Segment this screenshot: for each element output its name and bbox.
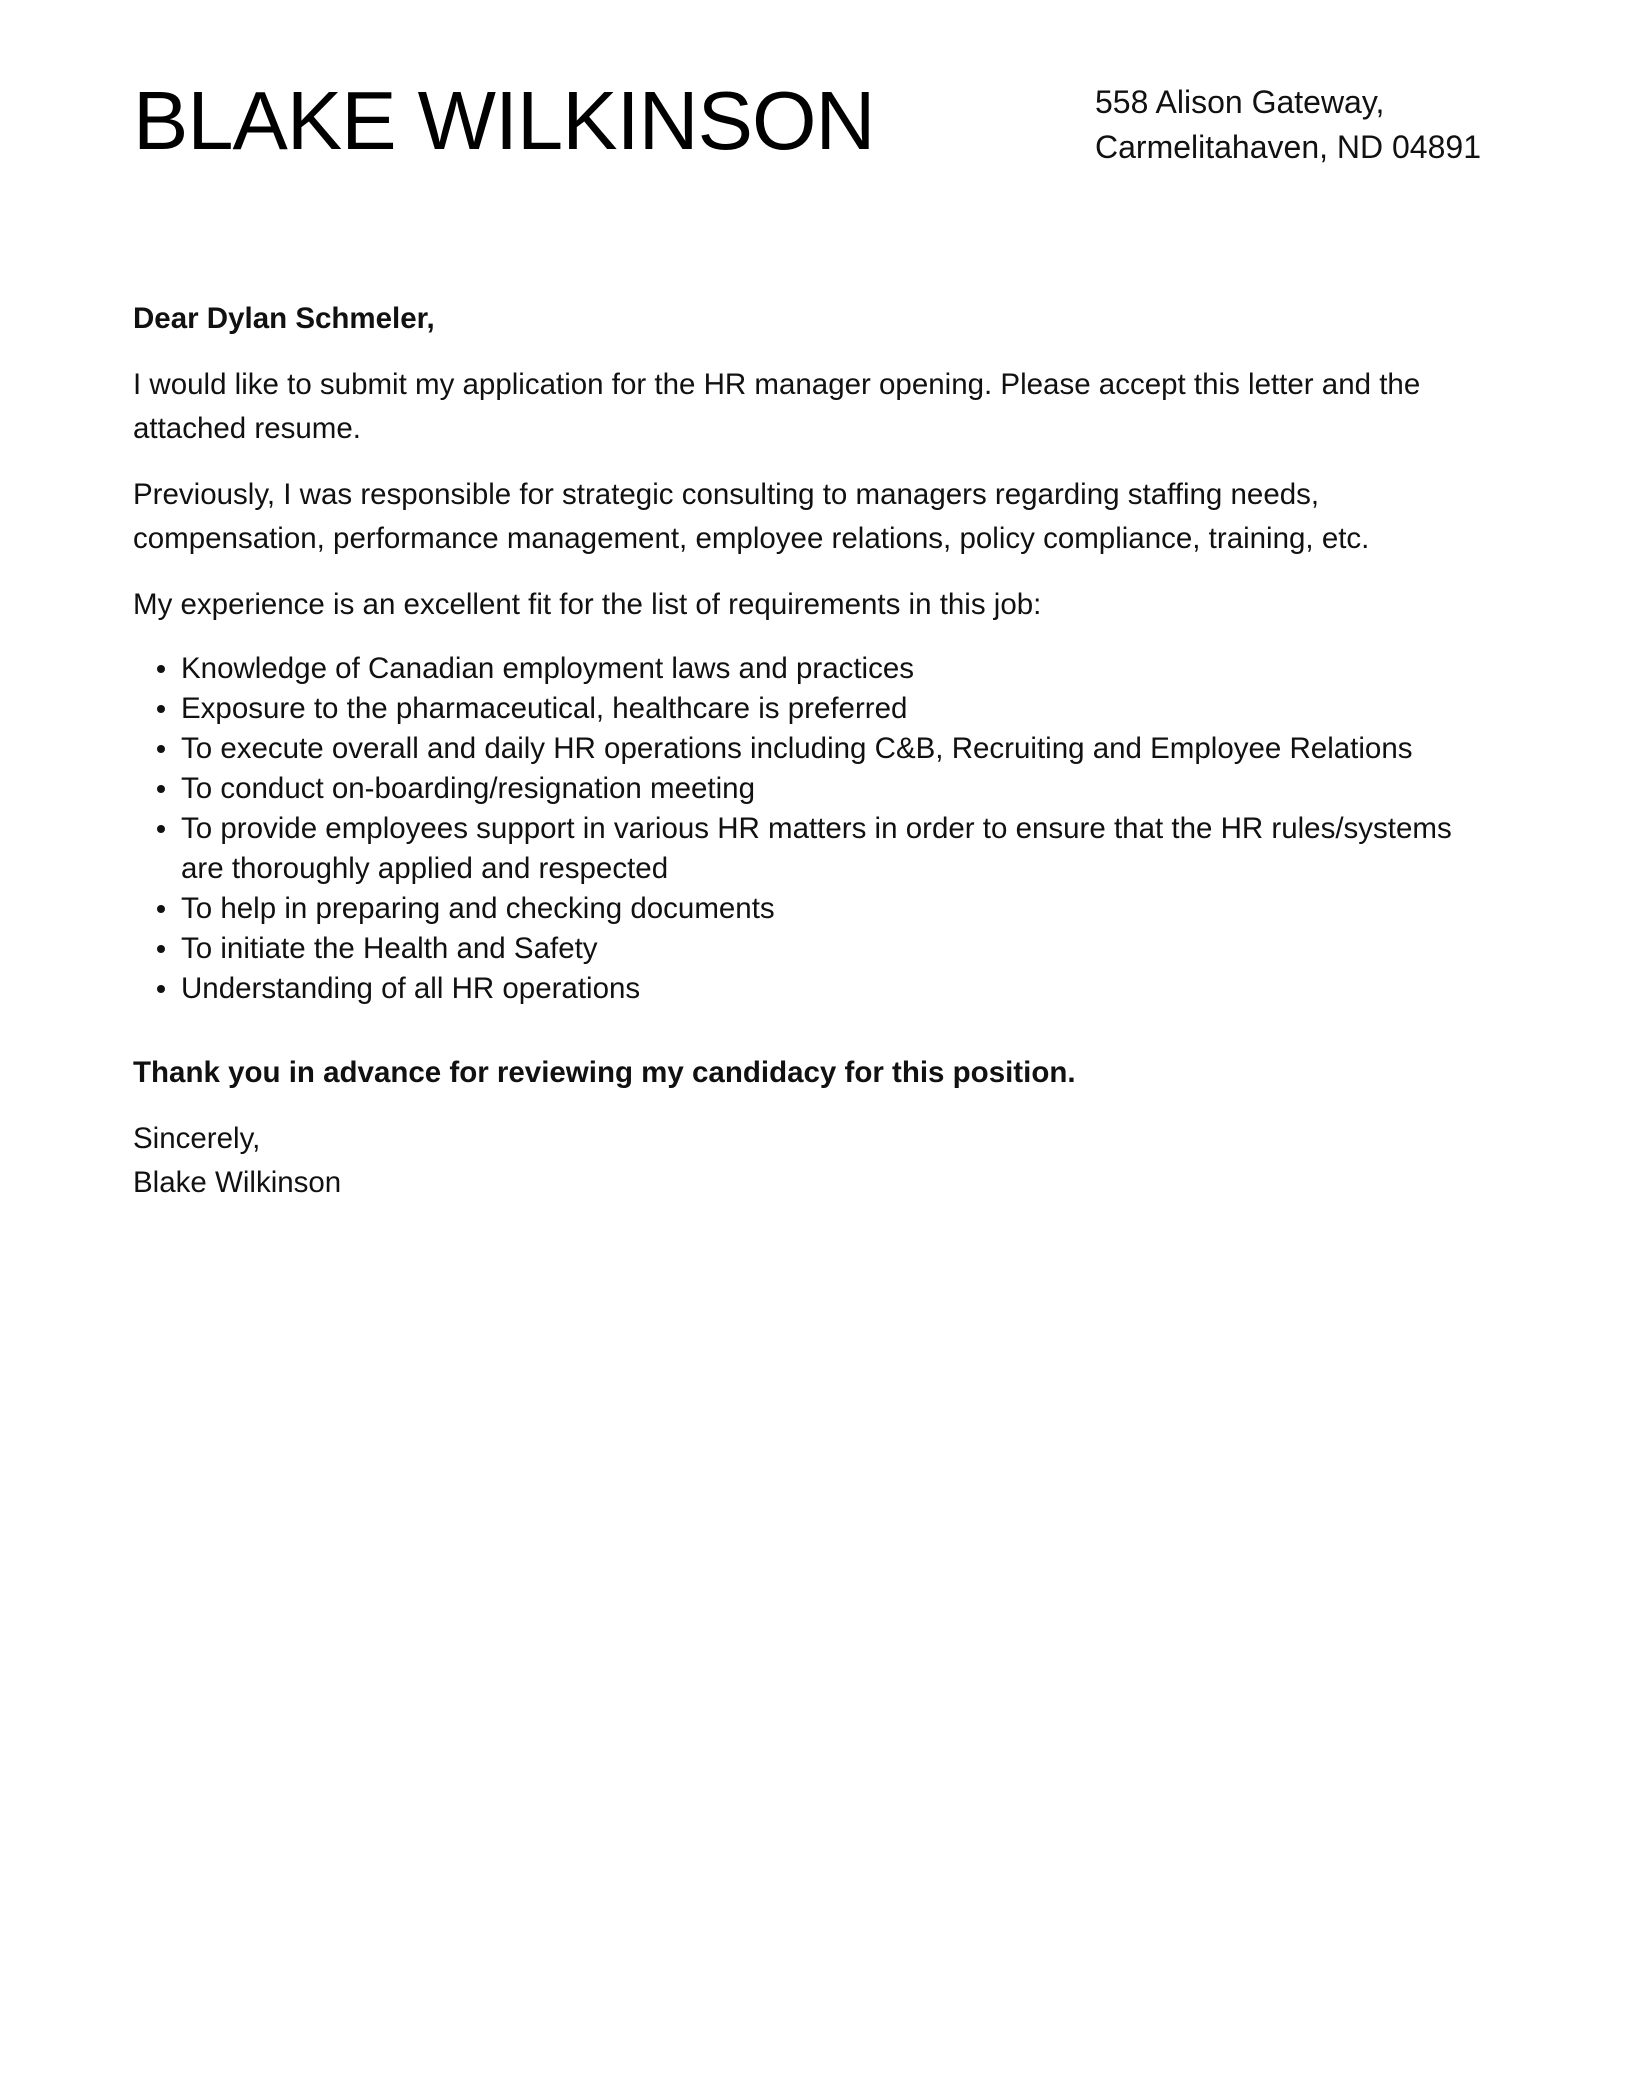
list-item [133, 729, 1493, 769]
list-item [133, 929, 1493, 969]
closing-statement: Thank you in advance for reviewing my candidacy for this position. [133, 1056, 1076, 1089]
list-item [133, 969, 1493, 1009]
salutation: Dear Dylan Schmeler, [133, 302, 435, 335]
list-item-text: To initiate the Health and Safety [181, 932, 598, 965]
list-item-text: Knowledge of Canadian employment laws and practices [181, 652, 915, 685]
signoff-block [133, 1117, 1493, 1205]
list-item [133, 809, 1493, 889]
bullet-icon [157, 665, 165, 673]
list-item-text: To conduct on-boarding/resignation meeting [181, 772, 755, 805]
list-item [133, 689, 1493, 729]
list-item [133, 889, 1493, 929]
bullet-icon [157, 785, 165, 793]
bullet-icon [157, 905, 165, 913]
requirements-list [133, 649, 1493, 1009]
bullet-icon [157, 705, 165, 713]
address-line-1: 558 Alison Gateway, [1095, 84, 1385, 120]
list-item-text: To provide employees support in various HR matters in order to ensure that the HR rules/systems are thoroughly applied and respected [181, 812, 1452, 885]
experience-paragraph: Previously, I was responsible for strategic consulting to managers regarding staffing needs, compensation, performance management, employee relations, policy compliance, training, etc. [133, 478, 1370, 555]
bullet-icon [157, 825, 165, 833]
letter-body [133, 297, 1493, 1205]
bullet-icon [157, 745, 165, 753]
bullet-icon [157, 945, 165, 953]
intro-paragraph: I would like to submit my application for the HR manager opening. Please accept this letter and the attached resume. [133, 368, 1421, 445]
applicant-name-heading: BLAKE WILKINSON [133, 74, 875, 167]
applicant-address [1095, 80, 1481, 170]
bullet-icon [157, 985, 165, 993]
address-line-2: Carmelitahaven, ND 04891 [1095, 129, 1481, 165]
requirements-intro-paragraph: My experience is an excellent fit for the list of requirements in this job: [133, 588, 1042, 621]
list-item-text: Understanding of all HR operations [181, 972, 641, 1005]
list-item-text: To help in preparing and checking documents [181, 892, 775, 925]
signature-name: Blake Wilkinson [133, 1166, 342, 1199]
list-item-text: To execute overall and daily HR operations including C&B, Recruiting and Employee Relations [181, 732, 1413, 765]
list-item-text: Exposure to the pharmaceutical, healthcare is preferred [181, 692, 908, 725]
signoff-text: Sincerely, [133, 1122, 261, 1155]
list-item [133, 769, 1493, 809]
list-item [133, 649, 1493, 689]
